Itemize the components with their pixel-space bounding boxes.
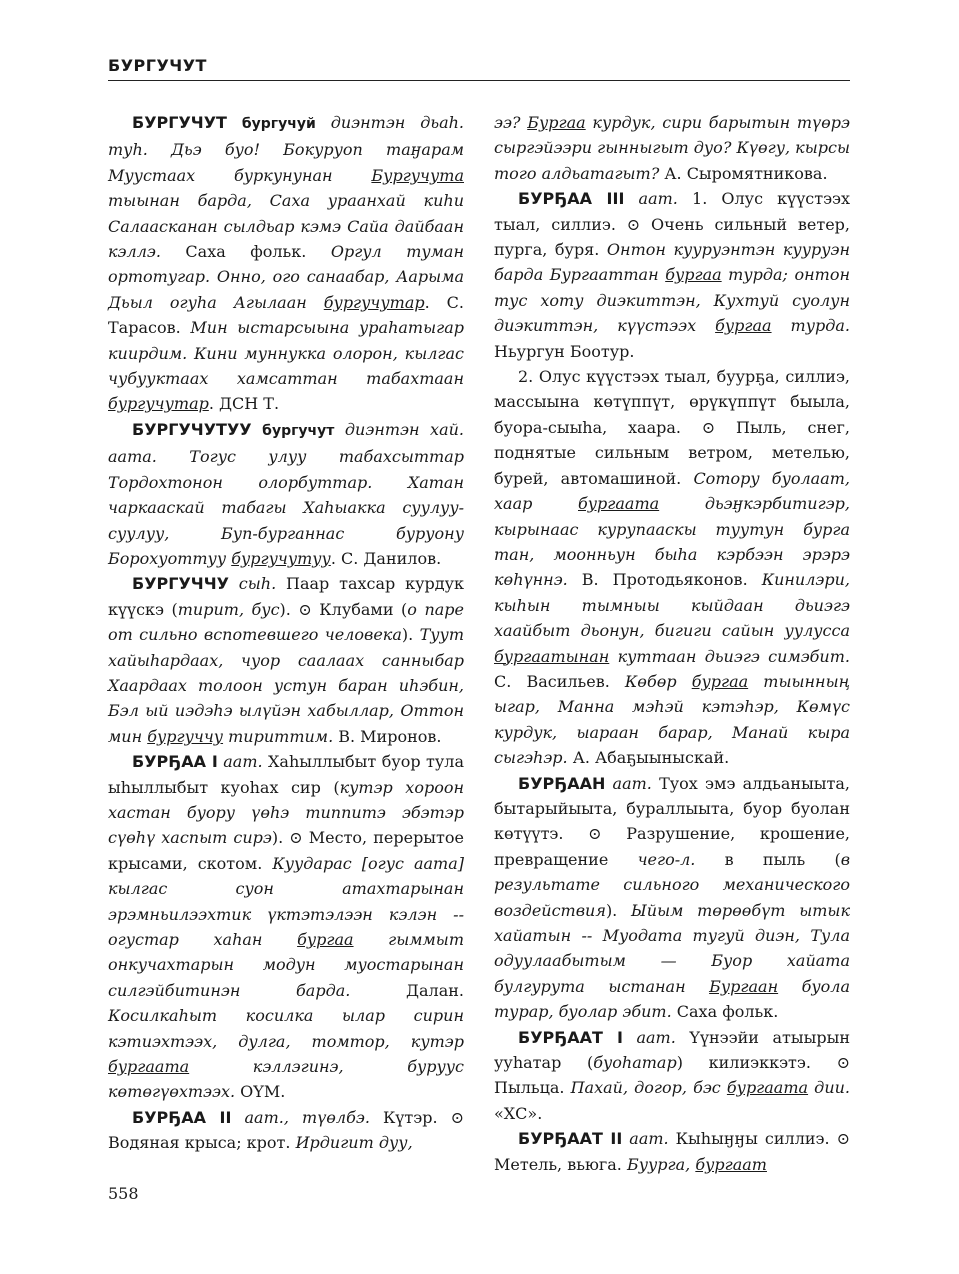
entry-burgaa-2-continued <box>494 110 850 186</box>
example-word: бургучутар <box>108 394 209 414</box>
example-word: бургаата <box>726 1078 809 1098</box>
entry-text: ээ? <box>494 113 528 132</box>
entry-text: Онтон кууруэнтэн кууруэн барда Бургааттан <box>494 240 850 285</box>
left-column <box>108 110 464 1156</box>
source: А. Сыромятникова. <box>659 163 828 183</box>
entry-burgaan <box>494 771 850 1025</box>
headword: БУРҔААТ II <box>518 1129 623 1149</box>
source: ОҮМ. <box>235 1082 286 1102</box>
source: . ДСН Т. <box>208 394 280 414</box>
entry-text: Оргул туман ортотугар. Онно, ого санаабар, Аарыма Дьыл огуһа Агылаан <box>108 242 465 312</box>
source: Ньургун Боотур. <box>494 341 635 361</box>
entry-text: Буурга, <box>626 1154 696 1174</box>
pos: аат. <box>622 1027 676 1047</box>
entry-text: ). ⊙ Место, перерытое крысами, скотом. <box>108 828 464 873</box>
source: Далан. <box>350 980 464 1000</box>
entry-text: Көбөр <box>624 671 692 691</box>
headword: БУРҔАА III <box>518 189 625 209</box>
entry-text: тирит, бус <box>177 599 280 619</box>
entry-text: Куударас [огус аата] кылгас суон атахтарынан эрэмньилээхтик үктэтэлээн кэлэн -- огустар хаһан <box>108 853 464 949</box>
source: В. Протодьяконов. <box>567 570 762 590</box>
example-word: бургаа <box>665 265 722 285</box>
headword: БУРГУЧУТ <box>132 113 227 132</box>
entry-text: ). ⊙ Клубами ( <box>279 599 408 619</box>
entry-text: Ирдигит дуу, <box>295 1133 413 1153</box>
entry-burgaa-2 <box>108 1105 464 1156</box>
entry-burguchutuu <box>108 417 464 571</box>
entry-text: куттаан дьиэгэ симэбит. <box>609 646 850 666</box>
entry-text: Косилкаһыт косилка ылар сирин кэтиэхтээх, дулга, томтор, кутэр <box>108 1006 464 1051</box>
entry-text: Кинилэри, кыһын тымныы кыйдаан дьиэгэ хаайбыт дьонун, бигиги сайын уулусса <box>494 570 850 641</box>
entry-text: кутэр хороон хастан буору үөһэ типпитэ эбэтэр сүөһү хаспыт сирэ <box>108 777 464 848</box>
headword: БУРҔААТ I <box>518 1027 623 1047</box>
entry-text: буола турар, буолар эбит. <box>494 976 850 1022</box>
example-word: Бургучута <box>371 165 464 185</box>
entry-burgaa-3 <box>494 186 850 364</box>
entry-text: дии. <box>808 1078 851 1098</box>
entry-text: турда. <box>771 316 851 336</box>
example-word: Бургаан <box>709 976 779 996</box>
entry-text: ). <box>605 900 632 920</box>
source: В. Миронов. <box>333 726 442 746</box>
entry-text: тыынан барда, Саха ураанхай киһи Салаасканан сылдьар кэмэ Сайа дайбаан кэллэ. <box>108 191 464 262</box>
running-title: БУРГУЧУТ <box>108 56 207 75</box>
pos: аат. <box>624 189 678 209</box>
root-word: бургучуй <box>241 116 316 132</box>
entry-text: Пахай, догор, бэс <box>570 1078 727 1098</box>
source: С. Васильев. <box>494 671 625 691</box>
pos: сыһ. <box>228 574 277 594</box>
entry-text: Үүнээйи атыырын ууһатар ( <box>494 1027 850 1073</box>
entry-burgaa-1 <box>108 749 464 1105</box>
entry-burgaat-2 <box>494 1126 850 1177</box>
entry-text: Хаһыллыбыт буор тула ыһыллыбыт куоһах сир ( <box>108 752 465 797</box>
entry-text: ). <box>401 625 420 645</box>
entry-text: Сотору буолаат, хаар <box>494 468 851 514</box>
entry-text: 1. Олус күүстээх тыал, силлиэ. ⊙ Очень сильный ветер, пурга, буря. <box>494 189 851 260</box>
source: . С. Тарасов. <box>108 292 465 338</box>
entry-burguchchu <box>108 571 464 749</box>
pos: аат. <box>622 1129 669 1149</box>
header-rule <box>108 80 850 81</box>
example-word: бургаа <box>715 316 772 336</box>
source: «ХС». <box>494 1103 543 1123</box>
entry-text: чего-л. <box>637 849 696 869</box>
example-word: бургучутар <box>323 292 425 312</box>
entry-text: диэнтэн хай. аата. Тогус улуу табахсыттар Тордохтонон олорбуттар. Хатан чаркааскай табагы Хаһыакка суулуу-суулуу, Буп-бурганнас буруону Борохуоттуу <box>108 419 464 568</box>
entry-text: Кыһыӈӈы силлиэ. ⊙ Метель, вьюга. <box>494 1129 850 1174</box>
entry-text: о паре от сильно вспотевшего человека <box>108 599 464 645</box>
entry-burguchut <box>108 110 464 417</box>
entry-text: 2. Олус күүстээх тыал, буурҕа, силлиэ, массыына көтүппүт, өрүкүппүт быыла, буора-сыыһа, хаара. ⊙ Пыль, снег, поднятые сильным ветром, метелью, бурей, автомашиной. <box>494 367 850 488</box>
example-word: бургаат <box>695 1154 767 1174</box>
entry-text: Туох эмэ алдьаныыта, бытарыйыыта, бураллыыта, буор буолан көтүүтэ. ⊙ Разрушение, крошение, превращение <box>494 773 851 869</box>
entry-text: Туут хайыһардаах, чуор саалаах санныбар Хаардаах толоон устун баран иһэбин, Бэл ый иэдэһэ ылүйэн хабыллар, Оттон мин <box>108 625 464 746</box>
headword: БУРҔАА I <box>132 752 218 772</box>
entry-burgaa-3-sense-2 <box>494 364 850 771</box>
entry-text: гыммыт онкучахтарын модун муостарынан силгэйбитинэн барда. <box>108 930 465 1000</box>
page-number: 558 <box>108 1184 139 1203</box>
pos: аат., түөлбэ. <box>231 1107 370 1127</box>
headword: БУРГУЧУТУУ <box>132 419 252 439</box>
pos: аат. <box>217 752 263 772</box>
entry-text: диэнтэн дьаһ. туһ. Дьэ буо! Бокуруоп таӈарам Муустаах буркунунан <box>108 113 464 185</box>
entry-text: курдук, сири барытын түөрэ сыргэйээри гынныгыт дуо? Күөгу, кырсы того алдьатагыт? <box>494 113 850 183</box>
entry-text: в результате сильного механического воздействия <box>494 849 850 920</box>
entry-text: турда; онтон тус хоту диэкиттэн, Кухтуй суолун диэкиттэн, күүстээх <box>494 265 851 336</box>
source: . С. Данилов. <box>330 548 442 568</box>
entry-text: тириттим. <box>223 726 334 746</box>
headword: БУРҔААН <box>518 773 606 793</box>
headword: БУРГУЧЧУ <box>132 574 229 594</box>
entry-text: тыынның ыгар, Манна мэһэй кэтэһэр, Көмүс курдук, ыараан барар, Манай кыра сыгэһэр. <box>494 671 851 768</box>
source: Саха фольк. <box>160 242 331 262</box>
entry-text: кэллэгинэ, буруус көтөгүөхтээх. <box>108 1057 464 1102</box>
entry-burgaat-1 <box>494 1025 850 1127</box>
entry-text: ) килиэккэтэ. ⊙ Пыльца. <box>494 1053 850 1098</box>
pos: аат. <box>605 773 652 793</box>
root-word: бургучут <box>262 422 335 439</box>
example-word: бургаата <box>578 494 660 514</box>
entry-text: Күтэр. ⊙ Водяная крыса; крот. <box>108 1107 465 1153</box>
entry-text: Паар тахсар курдук күүскэ ( <box>108 574 464 619</box>
entry-text: дьэӈкэрбитигэр, кырынаас курупааскы туутун бурга тан, моонньун быһа кэрбээн эрэрэ көһүннэ. <box>494 494 850 590</box>
entry-text: в пыль ( <box>695 849 841 869</box>
example-word: бургучутуу <box>231 548 331 568</box>
example-word: бургаата <box>108 1057 190 1077</box>
right-column <box>494 110 850 1177</box>
entry-text: Мин ыстарсыына ураһатыгар киирдим. Кини муннукка олорон, кылгас чубууктаах хамсаттан табахтаан <box>108 318 465 389</box>
example-word: бургуччу <box>147 726 224 746</box>
example-word: бургаа <box>691 671 749 691</box>
entry-text: буоһатар <box>593 1053 677 1073</box>
source: Саха фольк. <box>671 1002 779 1022</box>
example-word: бургаа <box>297 930 354 949</box>
source: А. Абаҕыыныскай. <box>567 748 730 768</box>
headword: БУРҔАА II <box>132 1107 232 1127</box>
example-word: бургаатынан <box>494 646 610 666</box>
entry-text: Ыйым төрөөбүт ытык хайатын -- Муодата тугуй диэн, Тула одуулаабытым — Буор хайата булгурута ыстанан <box>494 900 851 996</box>
example-word: Бургаа <box>527 113 586 132</box>
